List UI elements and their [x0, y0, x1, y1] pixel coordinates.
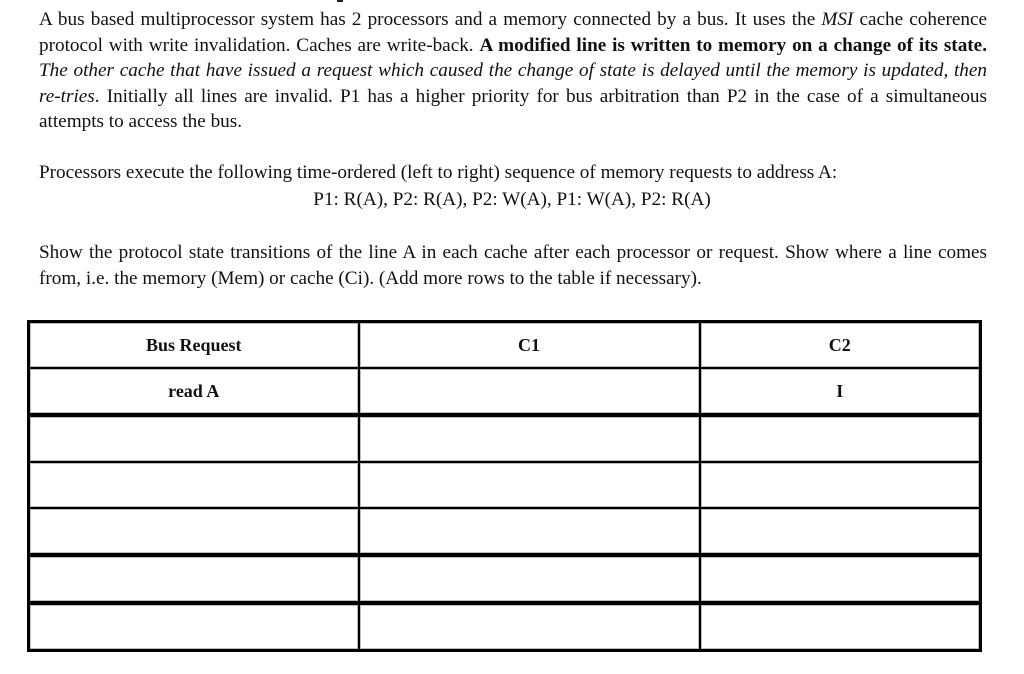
- bold-rule: A modified line is written to memory on a change of its state.: [479, 34, 987, 56]
- cell-c1[interactable]: [359, 555, 700, 603]
- cell-bus-request[interactable]: read A: [29, 368, 359, 415]
- cell-c2[interactable]: [700, 415, 981, 462]
- header-bus-request: Bus Request: [29, 322, 359, 369]
- table-header-row: [29, 322, 981, 369]
- header-c2: C2: [700, 322, 981, 369]
- cell-c2[interactable]: [700, 603, 981, 651]
- cell-bus-request[interactable]: [29, 603, 359, 651]
- header-c1: C1: [359, 322, 700, 369]
- table-row: [29, 462, 981, 508]
- cell-bus-request[interactable]: [29, 508, 359, 555]
- description-text: . Initially all lines are invalid. P1 has a higher priority for bus arbitration than P2 in the case of a simultaneous attempts to access the bus.: [39, 85, 987, 133]
- page-edge-mark: [337, 0, 343, 2]
- cell-bus-request[interactable]: [29, 555, 359, 603]
- cell-c1[interactable]: [359, 415, 700, 462]
- state-transition-table: [27, 320, 982, 652]
- problem-description: [39, 7, 987, 135]
- cell-bus-request[interactable]: [29, 462, 359, 508]
- description-text: A bus based multiprocessor system has 2 processors and a memory connected by a bus. It uses the: [39, 9, 822, 30]
- cell-c2[interactable]: [700, 508, 981, 555]
- italic-rule: The other cache that have issued a request which caused the change of state is delayed until the memory is updated, then re-tries: [39, 60, 987, 107]
- description-text: cache coherence protocol with write invalidation. Caches are write-back.: [39, 9, 987, 56]
- msi-term: MSI: [821, 9, 854, 30]
- instructions: Show the protocol state transitions of the line A in each cache after each processor or request. Show where a line comes from, i.e. the memory (Mem) or cache (Ci). (Add more rows to the table if necessary).: [39, 242, 987, 289]
- table-row: [29, 368, 981, 415]
- table-row: [29, 415, 981, 462]
- sequence-intro-text: Processors execute the following time-ordered (left to right) sequence of memory requests to address A:: [39, 162, 838, 183]
- cell-c1[interactable]: [359, 462, 700, 508]
- cell-c1[interactable]: [359, 508, 700, 555]
- cell-c2[interactable]: [700, 555, 981, 603]
- cell-c2[interactable]: I: [700, 368, 981, 415]
- cell-c2[interactable]: [700, 462, 981, 508]
- request-sequence: P1: R(A), P2: R(A), P2: W(A), P1: W(A), P2: R(A): [313, 189, 711, 210]
- cell-c1[interactable]: [359, 603, 700, 651]
- table-row: [29, 603, 981, 651]
- table-row: [29, 555, 981, 603]
- cell-c1[interactable]: [359, 368, 700, 415]
- table-row: [29, 508, 981, 555]
- cell-bus-request[interactable]: [29, 415, 359, 462]
- sequence-intro: [39, 160, 987, 186]
